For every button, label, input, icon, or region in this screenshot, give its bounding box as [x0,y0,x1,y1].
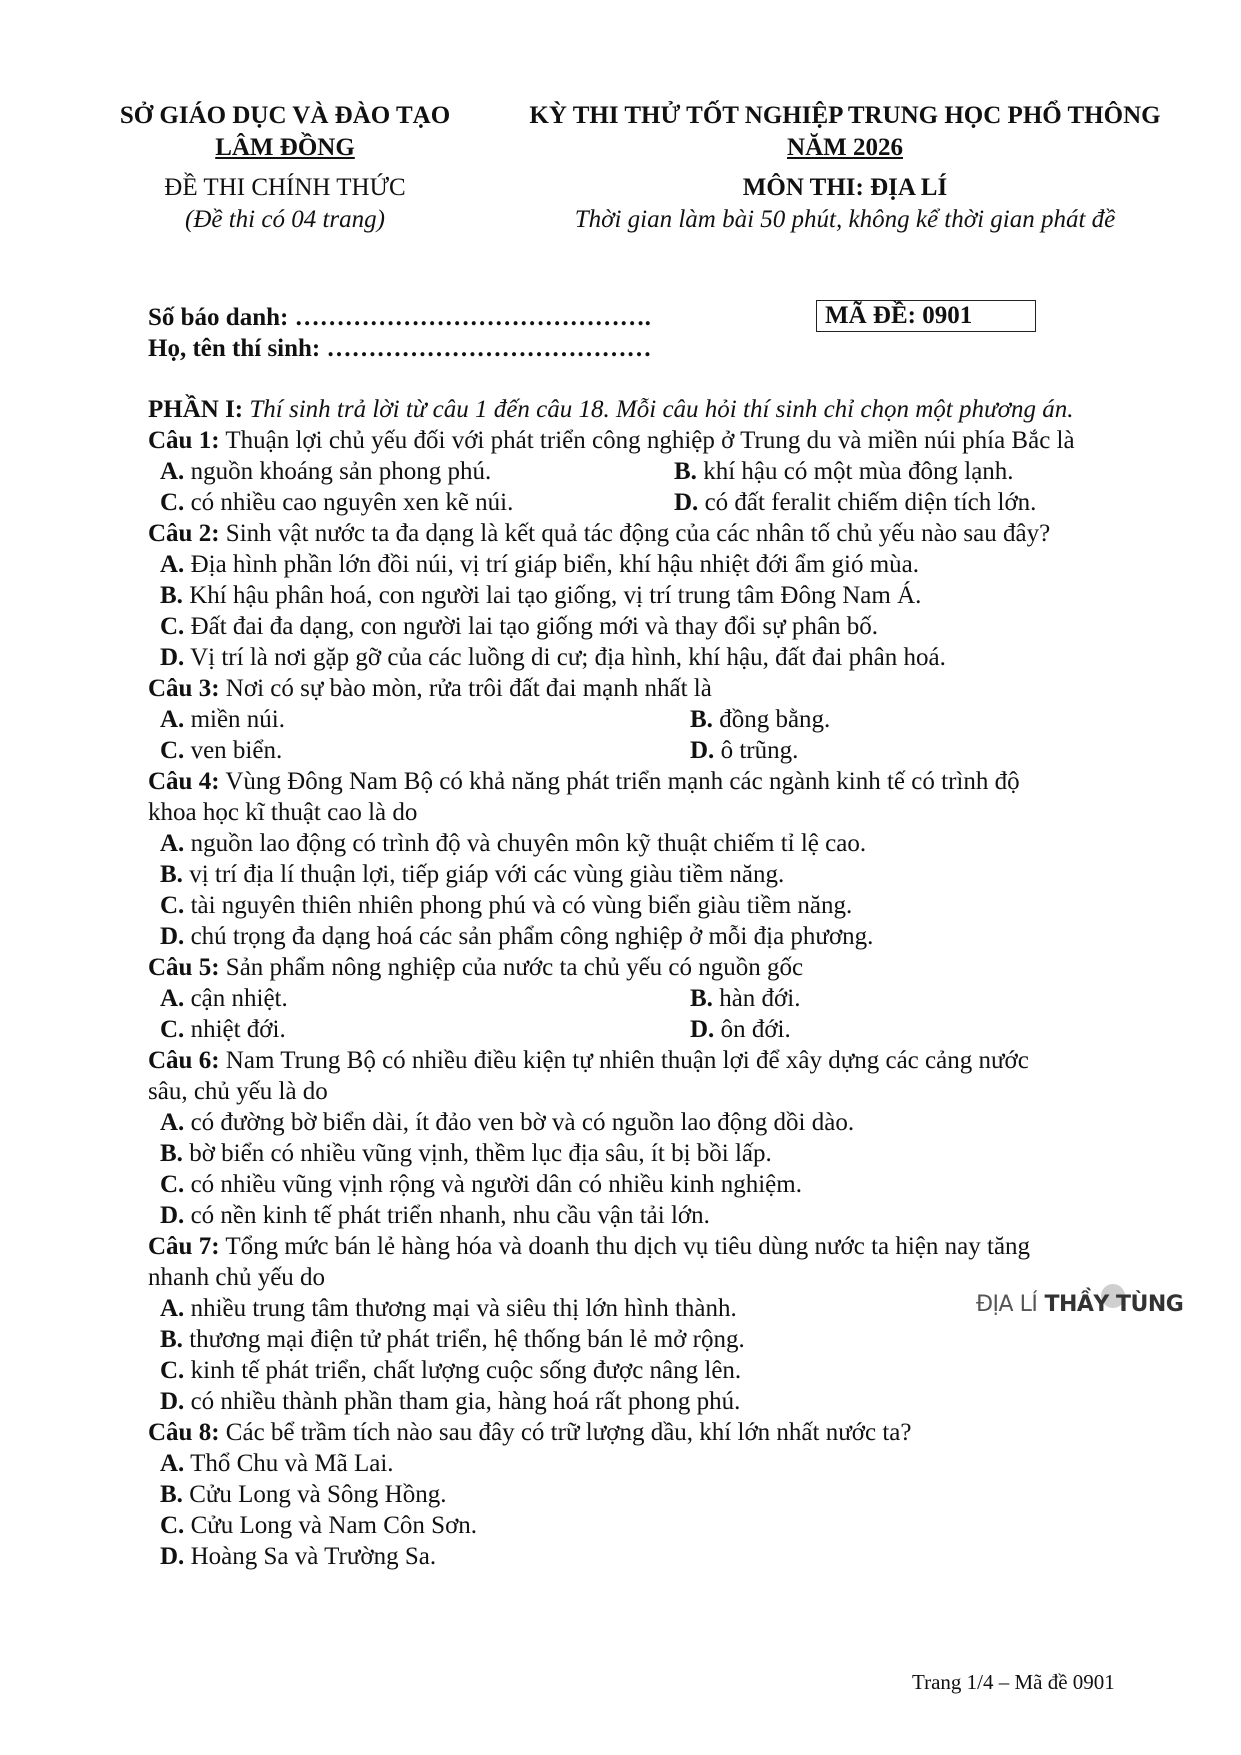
exam-duration: Thời gian làm bài 50 phút, không kể thời gian phát đề [574,206,1116,233]
option-row [148,487,1145,518]
question-text-continued: sâu, chủ yếu là do [148,1078,328,1105]
candidate-info [148,302,652,364]
option-b: B. hàn đới. [690,985,801,1012]
question-text: Các bể trầm tích nào sau đây có trữ lượng dầu, khí lớn nhất nước ta? [219,1419,912,1446]
option-b: B. khí hậu có một mùa đông lạnh. [674,458,1014,485]
option-b: B. thương mại điện tử phát triển, hệ thống bán lẻ mở rộng. [160,1326,745,1353]
candidate-name-field: Họ, tên thí sinh: ………………………………… [148,335,652,362]
exam-subject: MÔN THI: ĐỊA LÍ [742,174,948,201]
question-label: Câu 5: [148,954,220,981]
option-c: C. ven biển. [160,737,283,764]
question-3 [148,673,1145,704]
question-text: Tổng mức bán lẻ hàng hóa và doanh thu dịch vụ tiêu dùng nước ta hiện nay tăng [219,1233,1031,1260]
official-exam-label: ĐỀ THI CHÍNH THỨC [164,174,406,201]
exam-title: KỲ THI THỬ TỐT NGHIỆP TRUNG HỌC PHỔ THÔNG [529,102,1161,129]
question-text-continued: khoa học kĩ thuật cao là do [148,799,418,826]
option-a: A. miền núi. [160,706,285,733]
question-text: Nam Trung Bộ có nhiều điều kiện tự nhiên thuận lợi để xây dựng các cảng nước [219,1047,1029,1074]
option-d: D. có nền kinh tế phát triển nhanh, nhu cầu vận tải lớn. [160,1202,710,1229]
option-c: C. nhiệt đới. [160,1016,286,1043]
header-left [100,100,470,236]
question-5 [148,952,1145,983]
question-label: Câu 3: [148,675,220,702]
option-row [148,704,1145,735]
part-instruction: Thí sinh trả lời từ câu 1 đến câu 18. Mỗi câu hỏi thí sinh chỉ chọn một phương án. [243,396,1074,423]
option-b: B. bờ biển có nhiều vũng vịnh, thềm lục địa sâu, ít bị bồi lấp. [160,1140,772,1167]
question-2 [148,518,1145,549]
option-c: C. có nhiều vũng vịnh rộng và người dân có nhiều kinh nghiệm. [160,1171,802,1198]
option-a: A. Địa hình phần lớn đồi núi, vị trí giáp biển, khí hậu nhiệt đới ẩm gió mùa. [160,551,919,578]
question-label: Câu 4: [148,768,220,795]
questions-section [148,394,1145,1572]
question-label: Câu 6: [148,1047,220,1074]
question-label: Câu 2: [148,520,220,547]
option-b: B. đồng bằng. [690,706,831,733]
option-a: A. Thổ Chu và Mã Lai. [160,1450,394,1477]
page-footer: Trang 1/4 – Mã đề 0901 [912,1670,1115,1694]
option-d: D. Vị trí là nơi gặp gỡ của các luồng di cư; địa hình, khí hậu, đất đai phân hoá. [160,644,946,671]
option-c: C. Cửu Long và Nam Côn Sơn. [160,1512,478,1539]
option-d: D. ô trũng. [690,737,799,764]
exam-code-box: MÃ ĐỀ: 0901 [816,300,1036,332]
question-text-continued: nhanh chủ yếu do [148,1264,326,1291]
part-label: PHẦN I: [148,396,244,423]
option-c: C. tài nguyên thiên nhiên phong phú và có vùng biển giàu tiềm năng. [160,892,853,919]
option-c: C. Đất đai đa dạng, con người lai tạo giống mới và thay đổi sự phân bố. [160,613,879,640]
question-label: Câu 8: [148,1419,220,1446]
part-heading [148,394,1145,425]
option-d: D. ôn đới. [690,1016,791,1043]
province-name: LÂM ĐỒNG [215,134,355,161]
option-d: D. có nhiều thành phần tham gia, hàng hoá rất phong phú. [160,1388,741,1415]
option-row [148,983,1145,1014]
option-a: A. cận nhiệt. [160,985,288,1012]
option-d: D. có đất feralit chiếm diện tích lớn. [674,489,1037,516]
page-count-note: (Đề thi có 04 trang) [185,206,385,233]
header-right [490,100,1200,236]
question-6 [148,1045,1145,1076]
option-b: B. Cửu Long và Sông Hồng. [160,1481,447,1508]
question-text: Sinh vật nước ta đa dạng là kết quả tác động của các nhân tố chủ yếu nào sau đây? [219,520,1051,547]
option-c: C. có nhiều cao nguyên xen kẽ núi. [160,489,514,516]
watermark-logo: ĐỊA LÍ THẦY TÙNG [976,1292,1184,1317]
option-a: A. nguồn lao động có trình độ và chuyên môn kỹ thuật chiếm tỉ lệ cao. [160,830,867,857]
exam-year: NĂM 2026 [787,134,903,161]
option-c: C. kinh tế phát triển, chất lượng cuộc sống được nâng lên. [160,1357,742,1384]
option-a: A. nhiều trung tâm thương mại và siêu thị lớn hình thành. [160,1295,737,1322]
option-row [148,1014,1145,1045]
question-7 [148,1231,1145,1262]
question-text: Nơi có sự bào mòn, rửa trôi đất đai mạnh nhất là [219,675,712,702]
option-row [148,456,1145,487]
question-8 [148,1417,1145,1448]
candidate-number-field: Số báo danh: ……………………………………. [148,304,651,331]
option-d: D. chú trọng đa dạng hoá các sản phẩm công nghiệp ở mỗi địa phương. [160,923,874,950]
option-a: A. nguồn khoáng sản phong phú. [160,458,492,485]
question-label: Câu 7: [148,1233,220,1260]
option-a: A. có đường bờ biển dài, ít đảo ven bờ và có nguồn lao động dồi dào. [160,1109,855,1136]
option-d: D. Hoàng Sa và Trường Sa. [160,1543,437,1570]
question-text: Sản phẩm nông nghiệp của nước ta chủ yếu có nguồn gốc [219,954,804,981]
question-label: Câu 1: [148,427,220,454]
question-1 [148,425,1145,456]
question-text: Vùng Đông Nam Bộ có khả năng phát triển mạnh các ngành kinh tế có trình độ [219,768,1020,795]
question-4 [148,766,1145,797]
option-row [148,735,1145,766]
question-text: Thuận lợi chủ yếu đối với phát triển công nghiệp ở Trung du và miền núi phía Bắc là [219,427,1075,454]
option-b: B. Khí hậu phân hoá, con người lai tạo giống, vị trí trung tâm Đông Nam Á. [160,582,922,609]
option-b: B. vị trí địa lí thuận lợi, tiếp giáp với các vùng giàu tiềm năng. [160,861,785,888]
department-name: SỞ GIÁO DỤC VÀ ĐÀO TẠO [119,102,451,129]
